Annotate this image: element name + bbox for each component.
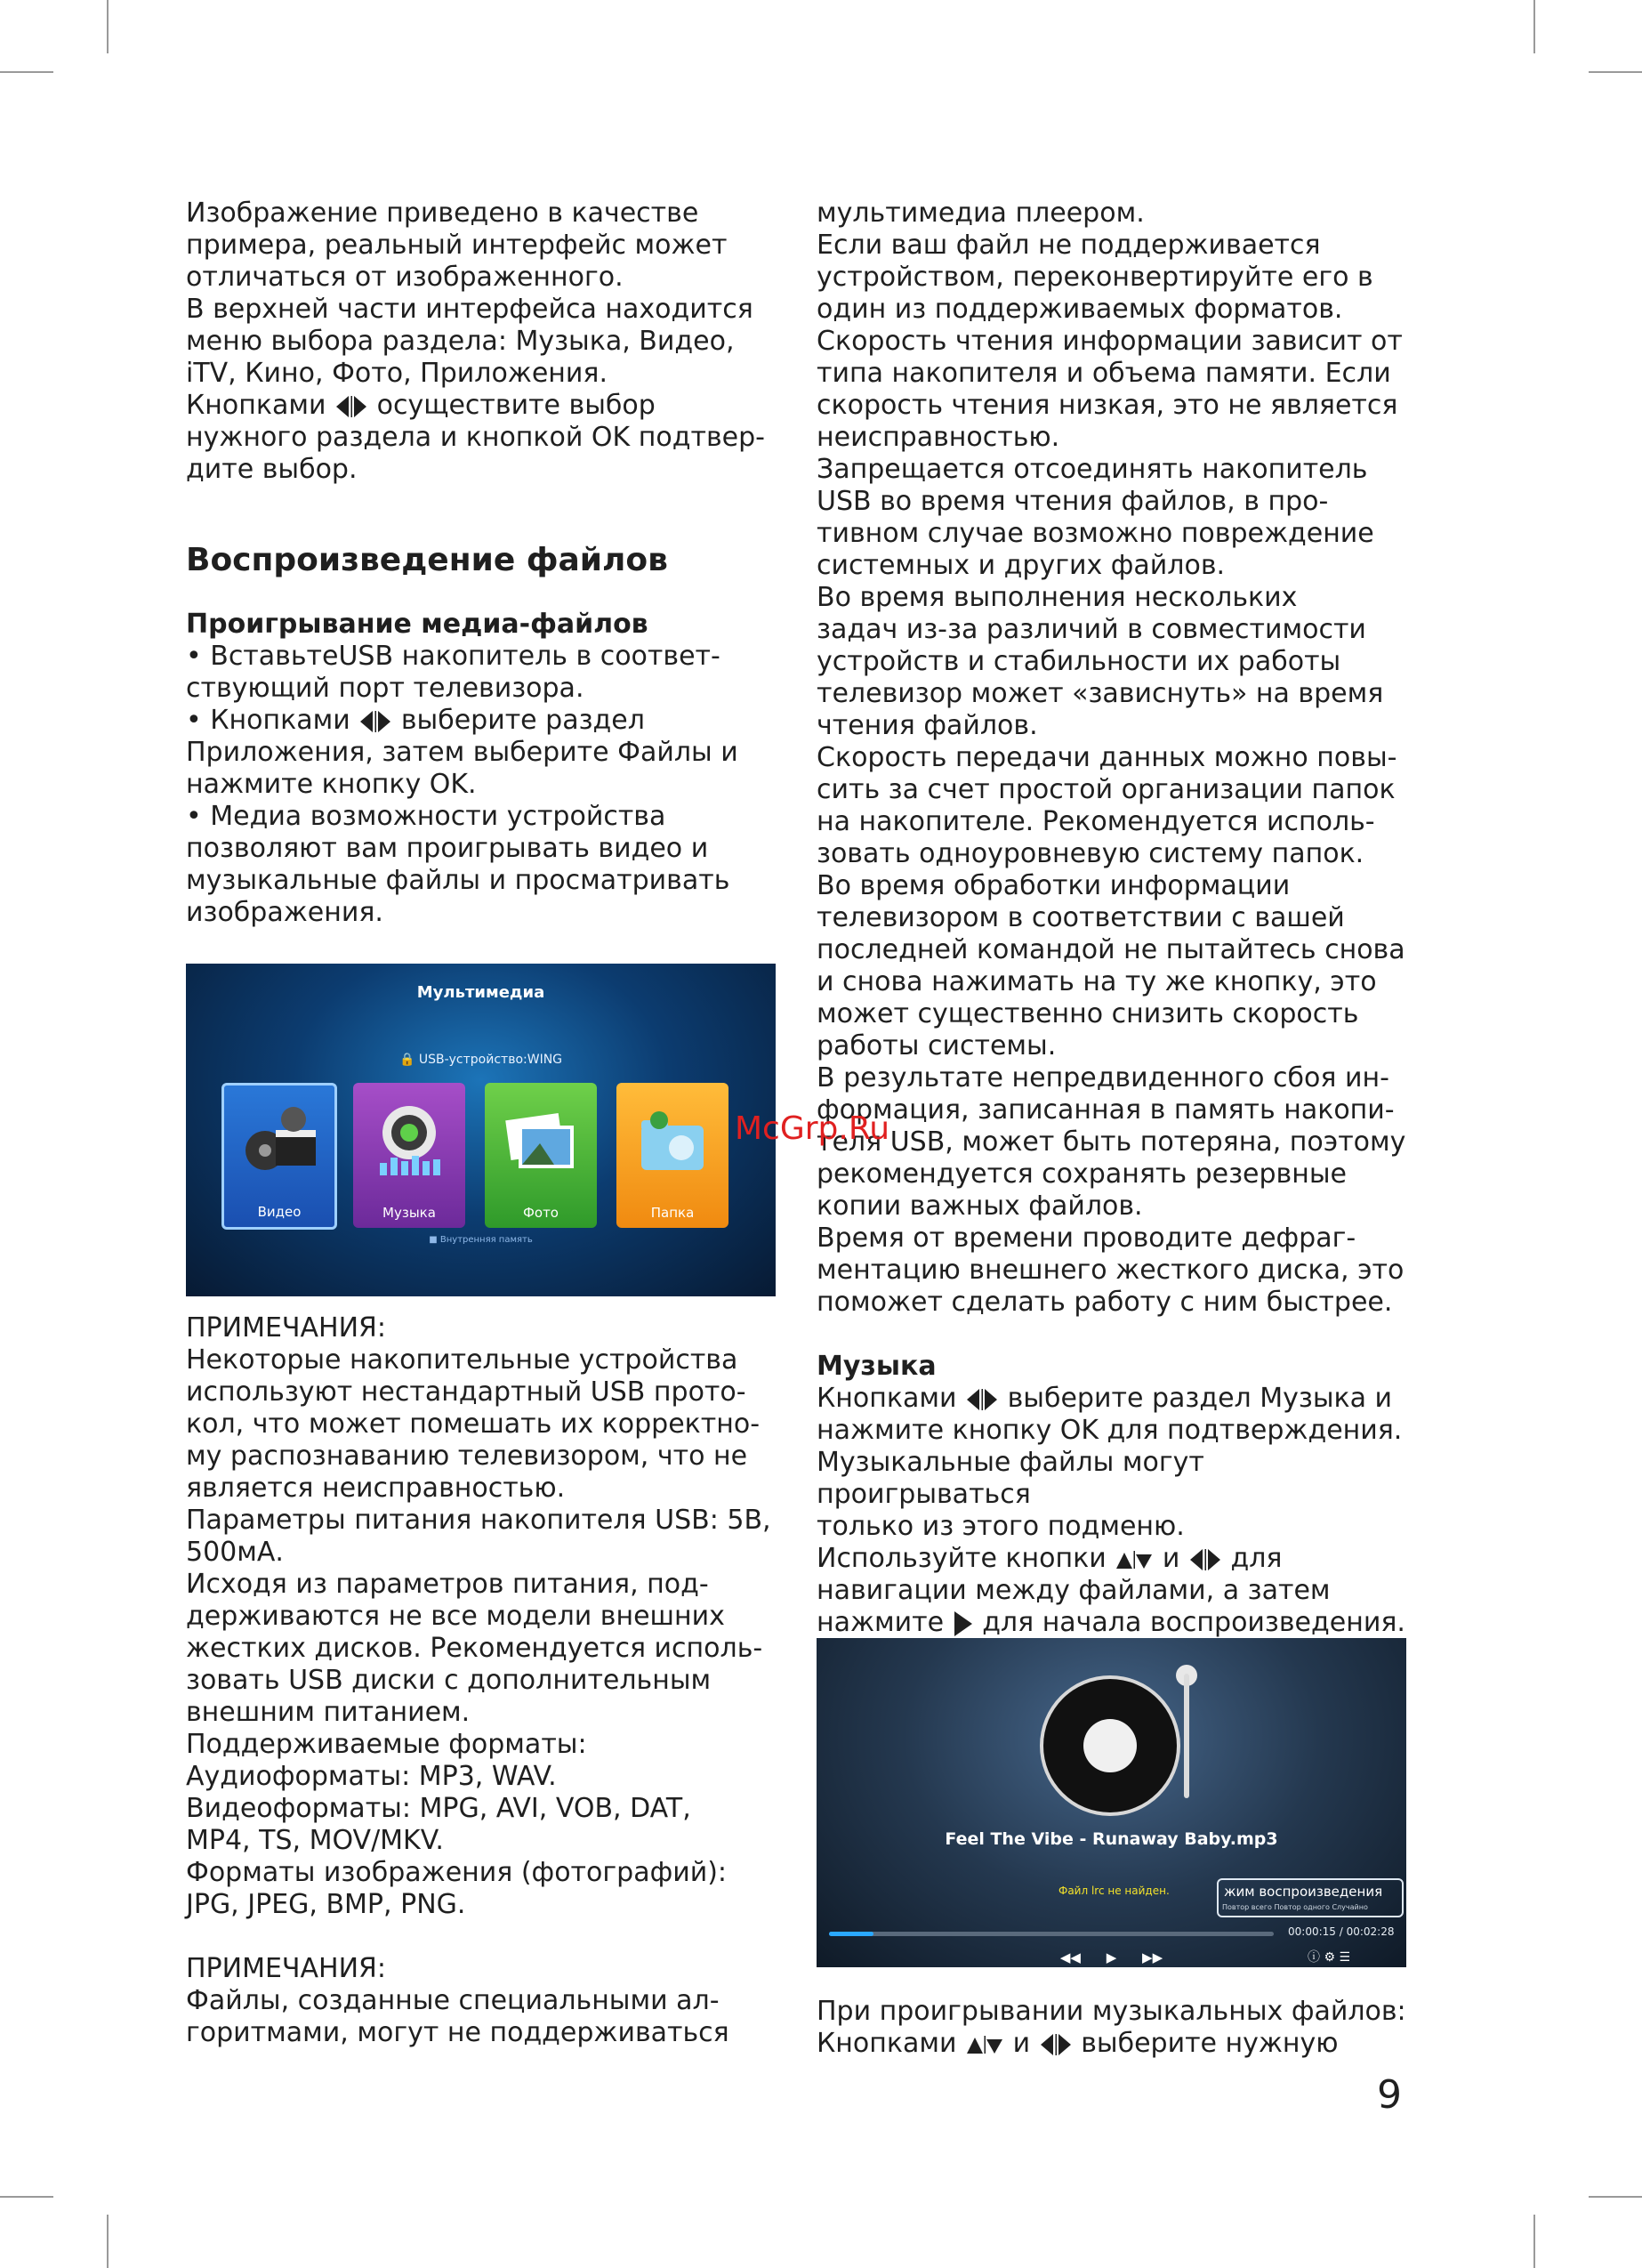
notes-line: 500мА.: [186, 1537, 284, 1568]
left-column: [186, 198, 791, 929]
paragraph-line: В результате непредвиденного сбоя ин-: [817, 1062, 1389, 1094]
internal-memory-label: ■ Внутренняя память: [429, 1235, 533, 1245]
notes-line: является неисправностью.: [186, 1473, 566, 1504]
left-column-notes: [186, 1312, 791, 2049]
watermark: McGrp.Ru: [735, 1110, 890, 1147]
section-heading: Воспроизведение файлов: [186, 542, 668, 578]
folder-icon: [632, 1099, 712, 1179]
inline-text: • Кнопками: [186, 705, 350, 736]
paragraph-line: Скорость чтения информации зависит от: [817, 326, 1403, 357]
paragraph-line: Если ваш файл не поддерживается: [817, 230, 1321, 261]
tile-music[interactable]: [353, 1083, 465, 1228]
inline-text: Используйте кнопки: [817, 1543, 1107, 1574]
tile-label: Музыка: [382, 1205, 436, 1221]
tile-folder[interactable]: [616, 1083, 728, 1228]
paragraph-line: теля USB, может быть потеряна, поэтому: [817, 1126, 1406, 1158]
notes-line: Форматы изображения (фотографий):: [186, 1857, 728, 1888]
paragraph-line: мультимедиа плеером.: [817, 198, 1145, 229]
screen-title: Мультимедиа: [416, 983, 545, 1002]
notes-line: му распознаванию телевизором, что не: [186, 1441, 748, 1472]
tile-photo[interactable]: [485, 1083, 597, 1228]
internal-memory-text: Внутренняя память: [439, 1235, 533, 1245]
inline-text: выберите нужную: [1081, 2028, 1339, 2059]
crop-mark: [1589, 71, 1642, 73]
paragraph-line: дите выбор.: [186, 454, 358, 485]
notes-line: зовать USB диски с дополнительным: [186, 1665, 712, 1696]
bullet-line: [186, 705, 791, 737]
paragraph-line: iTV, Кино, Фото, Приложения.: [186, 358, 608, 389]
subsection-heading: Проигрывание медиа-файлов: [186, 609, 648, 640]
crop-mark: [107, 2215, 109, 2268]
paragraph-line: Во время выполнения нескольких: [817, 582, 1298, 613]
rewind-icon[interactable]: ◀◀: [1059, 1949, 1081, 1965]
left-right-arrows-icon: [965, 1387, 999, 1412]
paragraph-line: неисправностью.: [817, 422, 1060, 453]
inline-text: осуществите выбор: [376, 390, 656, 421]
paragraph-line: Во время обработки информации: [817, 870, 1291, 901]
settings-icon[interactable]: ⚙: [1324, 1950, 1336, 1965]
left-right-arrows-icon: [1188, 1547, 1222, 1572]
playback-mode-panel[interactable]: [1217, 1878, 1404, 1917]
notes-line: Некоторые накопительные устройства: [186, 1344, 738, 1376]
time-readout: 00:00:15 / 00:02:28: [1288, 1925, 1395, 1938]
paragraph-line: При проигрывании музыкальных файлов:: [817, 1996, 1406, 2027]
paragraph-line: зовать одноуровневую систему папок.: [817, 838, 1364, 869]
bullet-line: ствующий порт телевизора.: [186, 673, 584, 704]
notes-line: Видеоформаты: MPG, AVI, VOB, DAT,: [186, 1793, 691, 1824]
film-reel-icon: [240, 1102, 320, 1182]
paragraph-line: тивном случае возможно повреждение: [817, 518, 1374, 549]
notes-line: JPG, JPEG, BMP, PNG.: [186, 1889, 466, 1920]
paragraph-line: отличаться от изображенного.: [186, 262, 624, 293]
paragraph-line: и снова нажимать на ту же кнопку, это: [817, 966, 1377, 997]
play-icon[interactable]: ▶: [1106, 1949, 1117, 1965]
paragraph-line: сить за счет простой организации папок: [817, 774, 1396, 805]
right-column-end: [817, 1996, 1413, 2060]
left-right-arrows-icon: [334, 394, 368, 419]
play-icon: [953, 1610, 974, 1638]
speaker-icon: [369, 1099, 449, 1179]
paragraph-line: устройств и стабильности их работы: [817, 646, 1341, 677]
notes-line: держиваются не все модели внешних: [186, 1601, 725, 1632]
tile-label: Фото: [522, 1205, 559, 1221]
up-down-arrows-icon: [1115, 1549, 1154, 1570]
notes-line: внешним питанием.: [186, 1697, 471, 1728]
paragraph-line: Скорость передачи данных можно повы-: [817, 742, 1397, 773]
notes-line: горитмами, могут не поддерживаться: [186, 2017, 729, 2048]
paragraph-line: телевизором в соответствии с вашей: [817, 902, 1345, 933]
paragraph-line: нажмите кнопку OK для подтверждения.: [817, 1415, 1403, 1446]
player-extra-icons: [1308, 1948, 1350, 1965]
paragraph-line: один из поддерживаемых форматов.: [817, 294, 1343, 325]
inline-text: Кнопками: [817, 1383, 957, 1414]
paragraph-line: навигации между файлами, а затем: [817, 1575, 1331, 1606]
paragraph-line: [817, 1543, 1413, 1575]
notes-title: ПРИМЕЧАНИЯ:: [186, 1953, 386, 1984]
tonearm-icon: [1184, 1674, 1189, 1798]
paragraph-line: [186, 390, 791, 422]
inline-text: для: [1230, 1543, 1283, 1574]
left-right-arrows-icon: [358, 709, 392, 734]
paragraph-line: В верхней части интерфейса находится: [186, 294, 753, 325]
music-player-screenshot: [817, 1638, 1406, 1967]
paragraph-line: нужного раздела и кнопкой OK подтвер-: [186, 422, 765, 453]
inline-text: Кнопками: [817, 2028, 957, 2059]
notes-title: ПРИМЕЧАНИЯ:: [186, 1312, 386, 1344]
tile-label: Видео: [257, 1204, 302, 1220]
page-number: 9: [1377, 2072, 1402, 2118]
bullet-line: нажмите кнопку OK.: [186, 769, 477, 800]
vinyl-record-icon: [1043, 1679, 1177, 1812]
bullet-line: Приложения, затем выберите Файлы и: [186, 737, 738, 768]
notes-line: жестких дисков. Рекомендуется исполь-: [186, 1633, 763, 1664]
right-column: [817, 198, 1413, 1639]
playback-mode-options: Повтор всего Повтор одного Случайно: [1222, 1903, 1368, 1911]
paragraph-line: ментацию внешнего жесткого диска, это: [817, 1255, 1405, 1286]
notes-line: используют нестандартный USB прото-: [186, 1376, 746, 1408]
crop-mark: [0, 71, 53, 73]
notes-line: Файлы, созданные специальными ал-: [186, 1985, 720, 2016]
playback-mode-title: жим воспроизведения: [1224, 1884, 1383, 1900]
left-right-arrows-icon: [1039, 2032, 1073, 2057]
notes-line: Исходя из параметров питания, под-: [186, 1569, 709, 1600]
music-heading: Музыка: [817, 1351, 937, 1382]
paragraph-line: системных и других файлов.: [817, 550, 1226, 581]
paragraph-line: на накопителе. Рекомендуется исполь-: [817, 806, 1375, 837]
paragraph-line: примера, реальный интерфейс может: [186, 230, 728, 261]
inline-text: для начала воспроизведения.: [982, 1607, 1405, 1638]
usb-device-label: 🔒 USB-устройство:WING: [398, 1053, 563, 1067]
paragraph-line: поможет сделать работу с ним быстрее.: [817, 1287, 1393, 1318]
paragraph-line: типа накопителя и объема памяти. Если: [817, 358, 1391, 389]
tile-video[interactable]: [221, 1083, 337, 1230]
paragraph-line: устройством, переконвертируйте его в: [817, 262, 1373, 293]
inline-text: нажмите: [817, 1607, 945, 1638]
bullet-line: музыкальные файлы и просматривать: [186, 865, 730, 896]
paragraph-line: меню выбора раздела: Музыка, Видео,: [186, 326, 735, 357]
paragraph-line: только из этого подменю.: [817, 1511, 1185, 1542]
paragraph-line: формация, записанная в память накопи-: [817, 1094, 1395, 1126]
paragraph-line: скорость чтения низкая, это не является: [817, 390, 1398, 421]
menu-icon[interactable]: ☰: [1339, 1950, 1351, 1965]
notes-line: MP4, TS, MOV/MKV.: [186, 1825, 444, 1856]
paragraph-line: USB во время чтения файлов, в про-: [817, 486, 1329, 517]
notes-line: Аудиоформаты: MP3, WAV.: [186, 1761, 557, 1792]
multimedia-menu-screenshot: [186, 964, 776, 1296]
paragraph-line: Запрещается отсоединять накопитель: [817, 454, 1368, 485]
inline-text: Кнопками: [186, 390, 326, 421]
up-down-arrows-icon: [965, 2034, 1004, 2055]
info-icon[interactable]: ⓘ: [1308, 1950, 1320, 1965]
bullet-line: изображения.: [186, 897, 383, 928]
tile-label: Папка: [650, 1205, 695, 1221]
paragraph-line: телевизор может «зависнуть» на время: [817, 678, 1384, 709]
paragraph-line: чтения файлов.: [817, 710, 1038, 741]
usb-device-text: USB-устройство:WING: [418, 1053, 563, 1067]
paragraph-line: рекомендуется сохранять резервные: [817, 1158, 1347, 1190]
paragraph-line: задач из-за различий в совместимости: [817, 614, 1366, 645]
notes-line: кол, что может помешать их корректно-: [186, 1408, 761, 1440]
progress-fill: [829, 1932, 873, 1936]
bullet-line: позволяют вам проигрывать видео и: [186, 833, 709, 864]
crop-mark: [1533, 0, 1535, 53]
inline-text: и: [1162, 1543, 1180, 1574]
paragraph-line: последней командой не пытайтесь снова: [817, 934, 1405, 965]
crop-mark: [1589, 2196, 1642, 2198]
inline-text: выберите раздел Музыка и: [1007, 1383, 1393, 1414]
paragraph-line: Музыкальные файлы могут проигрываться: [817, 1447, 1204, 1510]
paragraph-line: может существенно снизить скорость: [817, 998, 1359, 1029]
notes-line: Параметры питания накопителя USB: 5В,: [186, 1505, 771, 1536]
progress-bar[interactable]: [829, 1932, 1274, 1936]
paragraph-line: [817, 2028, 1413, 2060]
bullet-line: • ВставьтеUSB накопитель в соответ-: [186, 641, 720, 672]
crop-mark: [107, 0, 109, 53]
fast-forward-icon[interactable]: ▶▶: [1142, 1949, 1163, 1965]
song-title: Feel The Vibe - Runaway Baby.mp3: [945, 1829, 1278, 1849]
inline-text: и: [1012, 2028, 1031, 2059]
paragraph-line: работы системы.: [817, 1030, 1057, 1061]
lyrics-status: Файл lrc не найден.: [1058, 1885, 1170, 1897]
crop-mark: [1533, 2215, 1535, 2268]
crop-mark: [0, 2196, 53, 2198]
paragraph-line: Изображение приведено в качестве: [186, 198, 699, 229]
notes-line: Поддерживаемые форматы:: [186, 1729, 587, 1760]
paragraph-line: копии важных файлов.: [817, 1190, 1143, 1222]
photo-icon: [501, 1099, 581, 1179]
paragraph-line: [817, 1607, 1413, 1639]
bullet-line: • Медиа возможности устройства: [186, 801, 666, 832]
paragraph-line: [817, 1383, 1413, 1415]
inline-text: выберите раздел: [400, 705, 645, 736]
paragraph-line: Время от времени проводите дефраг-: [817, 1223, 1356, 1254]
